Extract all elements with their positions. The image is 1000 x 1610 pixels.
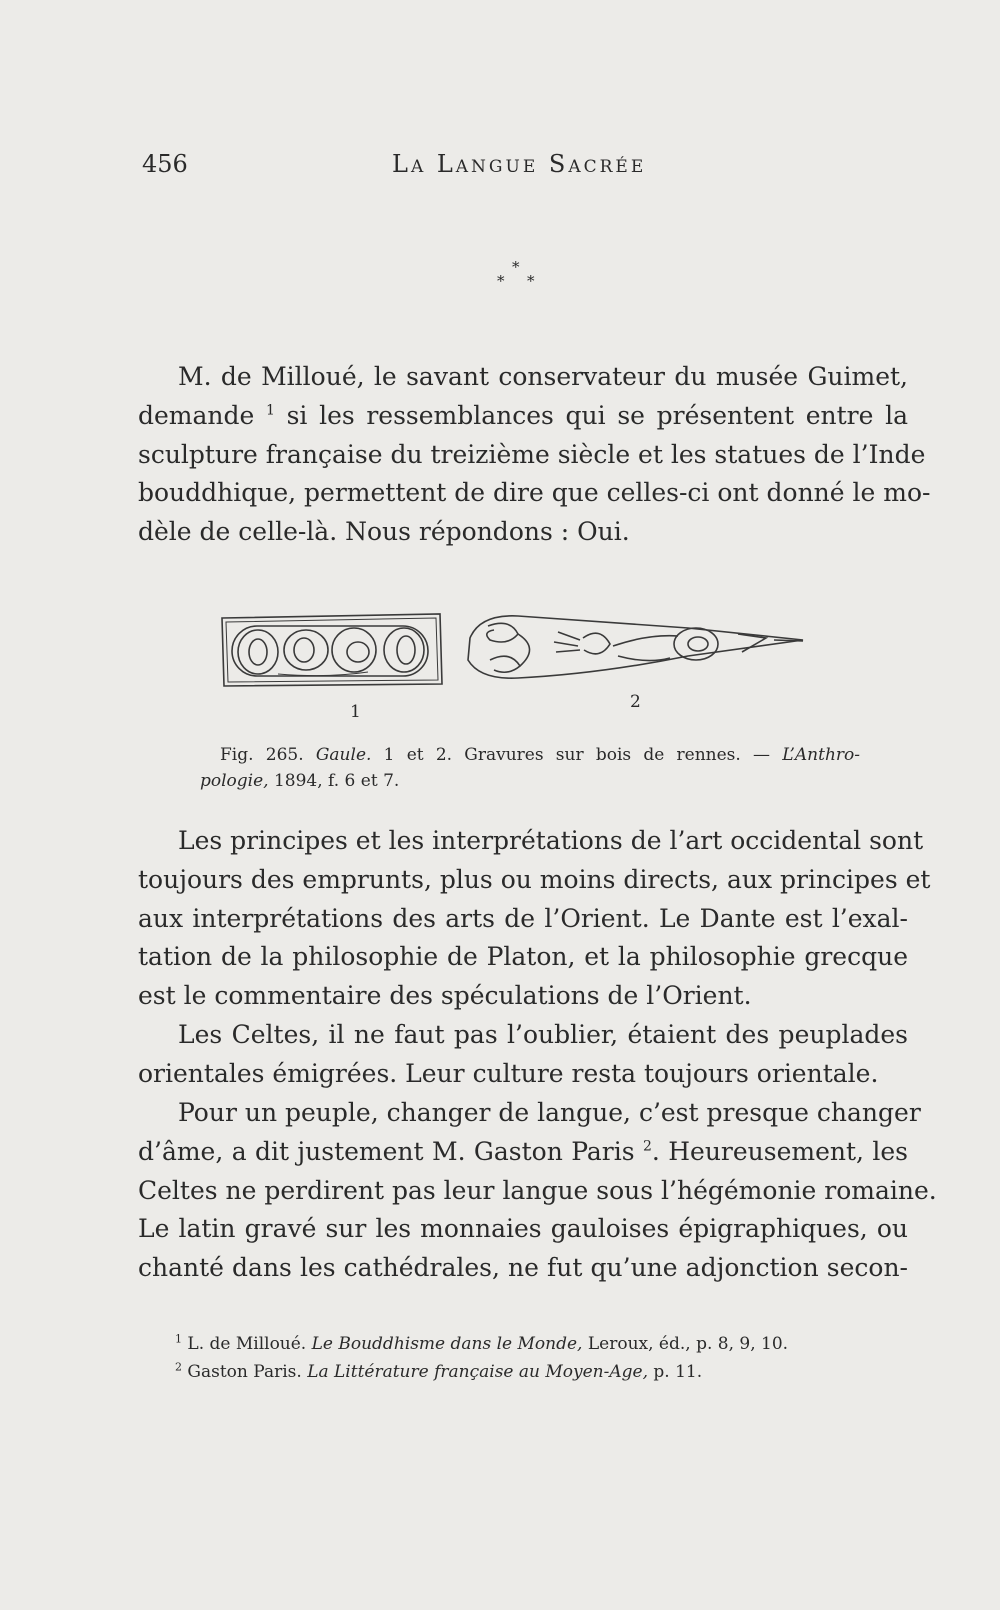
text-line: est le commentaire des spéculations de l’Orient. xyxy=(138,981,752,1011)
text-fragment: demande xyxy=(138,400,255,430)
caption-source-cont: pologie, xyxy=(200,771,269,791)
footnote-mark: 1 xyxy=(175,1332,182,1346)
paragraph-principles xyxy=(138,822,931,1016)
footnote-2 xyxy=(175,1358,895,1386)
figure-label-2: 2 xyxy=(630,692,641,712)
text-line: tation de la philosophie de Platon, et la philosophie grecque xyxy=(138,942,908,972)
figure-label-1: 1 xyxy=(350,702,361,722)
text-fragment: si les ressemblances qui se présentent entre la xyxy=(286,400,908,430)
text-line: Celtes ne perdirent pas leur langue sous l’hégémonie romaine. xyxy=(138,1175,937,1205)
caption-line xyxy=(200,768,860,794)
text-line: aux interprétations des arts de l’Orient. Le Dante est l’exal- xyxy=(138,903,908,933)
text-line xyxy=(138,397,908,436)
text-line: dèle de celle-là. Nous répondons : Oui. xyxy=(138,517,630,547)
text-fragment: d’âme, a dit justement M. Gaston Paris xyxy=(138,1136,635,1166)
footnote-1 xyxy=(175,1330,895,1358)
text-line: sculpture française du treizième siècle et les statues de l’Inde xyxy=(138,439,926,469)
caption-text: 1 et 2. Gravures sur bois de rennes. — xyxy=(383,745,771,765)
paragraph-milloue xyxy=(138,358,931,552)
text-line: toujours des emprunts, plus ou moins directs, aux principes et xyxy=(138,864,931,894)
engraving-2 xyxy=(468,616,803,678)
text-line: orientales émigrées. Leur culture resta toujours orientale. xyxy=(138,1058,879,1088)
text-line: bouddhique, permettent de dire que celles-ci ont donné le mo- xyxy=(138,478,931,508)
running-title: La Langue Sacrée xyxy=(392,150,647,178)
star-right: * xyxy=(527,272,535,290)
text-fragment: . Heureusement, les xyxy=(651,1136,908,1166)
text-line: chanté dans les cathédrales, ne fut qu’une adjonction secon- xyxy=(138,1253,908,1283)
star-left: * xyxy=(497,272,505,290)
page-number: 456 xyxy=(142,150,188,178)
text-line: Les principes et les interprétations de l’art occidental sont xyxy=(178,826,924,855)
figure-caption xyxy=(200,742,860,794)
text-line: M. de Milloué, le savant conservateur du musée Guimet, xyxy=(178,362,908,391)
reindeer-wood-engravings-illustration xyxy=(218,610,838,710)
footnote-mark: 2 xyxy=(175,1360,182,1374)
engraving-1 xyxy=(222,614,442,686)
star-top: * xyxy=(512,258,520,276)
footnote-rest: p. 11. xyxy=(653,1362,703,1382)
footnote-title: La Littérature française au Moyen-Age, xyxy=(307,1362,648,1382)
caption-line xyxy=(200,742,860,768)
text-line: Pour un peuple, changer de langue, c’est presque changer xyxy=(178,1098,921,1127)
footnote-ref-1: 1 xyxy=(265,402,275,419)
text-line xyxy=(138,1133,908,1172)
footnotes xyxy=(175,1330,895,1386)
paragraph-langue xyxy=(138,1094,937,1288)
text-line: Le latin gravé sur les monnaies gauloises épigraphiques, ou xyxy=(138,1214,908,1244)
footnote-author: Gaston Paris. xyxy=(187,1362,302,1382)
footnote-ref-2: 2 xyxy=(642,1138,652,1155)
asterism-ornament xyxy=(495,258,555,298)
caption-place: Gaule. xyxy=(315,745,372,765)
caption-fig-number: Fig. 265. xyxy=(220,745,304,765)
caption-tail: 1894, f. 6 et 7. xyxy=(273,771,400,791)
figure-265 xyxy=(218,610,838,722)
text-line: Les Celtes, il ne faut pas l’oublier, étaient des peuplades xyxy=(178,1020,908,1049)
caption-source: L’Anthro- xyxy=(782,745,860,765)
paragraph-celtes xyxy=(138,1016,908,1094)
footnote-author: L. de Milloué. xyxy=(187,1334,307,1354)
footnote-title: Le Bouddhisme dans le Monde, xyxy=(311,1334,583,1354)
footnote-rest: Leroux, éd., p. 8, 9, 10. xyxy=(587,1334,789,1354)
page-header xyxy=(142,150,872,186)
